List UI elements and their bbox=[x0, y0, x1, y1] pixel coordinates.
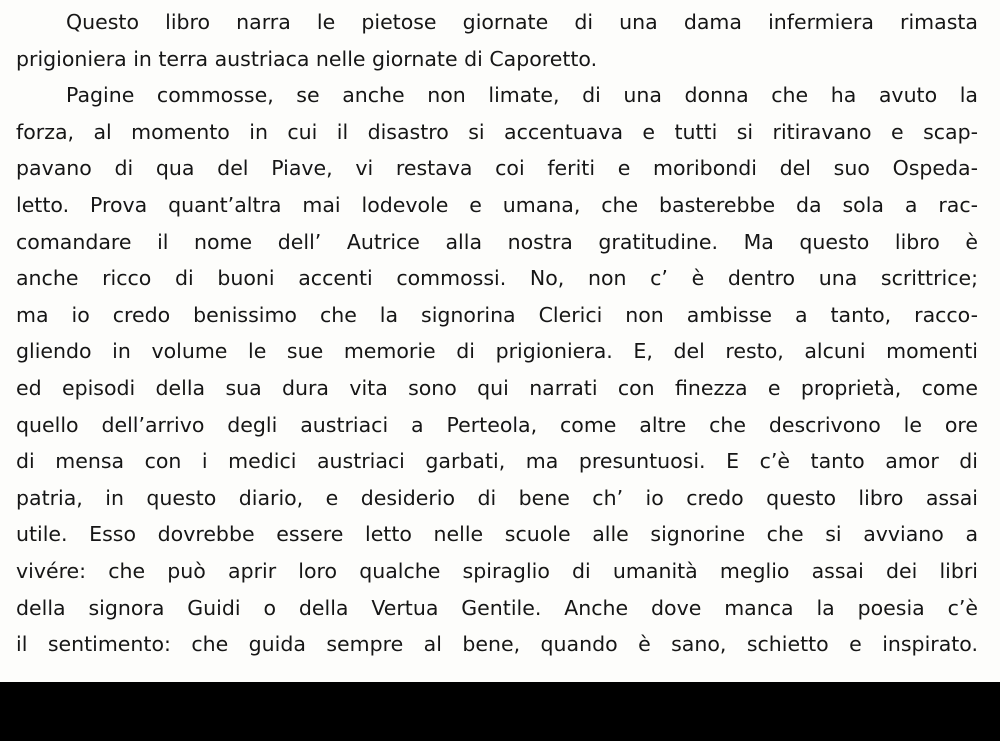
text-line: il sentimento: che guida sempre al bene, quando è sano, schietto e inspirato. bbox=[16, 632, 978, 657]
document-body bbox=[16, 4, 978, 663]
text-line: letto. Prova quant’altra mai lodevole e umana, che basterebbe da sola a rac- bbox=[16, 192, 978, 217]
text-line: Questo libro narra le pietose giornate di una dama infermiera rimasta bbox=[66, 10, 978, 34]
text-line: anche ricco di buoni accenti commossi. No, non c’ è dentro una scrittrice; bbox=[16, 266, 978, 291]
text-line: gliendo in volume le sue memorie di prigioniera. E, del resto, alcuni momenti bbox=[16, 339, 978, 364]
text-line: ed episodi della sua dura vita sono qui narrati con finezza e proprietà, come bbox=[16, 375, 978, 400]
text-line: della signora Guidi o della Vertua Gentile. Anche dove manca la poesia c’è bbox=[16, 595, 978, 620]
text-line: utile. Esso dovrebbe essere letto nelle scuole alle signorine che si avviano a bbox=[16, 522, 978, 547]
paragraph-2 bbox=[16, 77, 978, 663]
paragraph-1 bbox=[16, 4, 978, 77]
text-line: comandare il nome dell’ Autrice alla nostra gratitudine. Ma questo libro è bbox=[16, 229, 978, 254]
text-line: patria, in questo diario, e desiderio di bene ch’ io credo questo libro assai bbox=[16, 485, 978, 510]
text-line: vivére: che può aprir loro qualche spiraglio di umanità meglio assai dei libri bbox=[16, 558, 978, 583]
text-line: quello dell’arrivo degli austriaci a Perteola, come altre che descrivono le ore bbox=[16, 412, 978, 437]
text-line: forza, al momento in cui il disastro si accentuava e tutti si ritiravano e scap- bbox=[16, 119, 978, 144]
text-line: Pagine commosse, se anche non limate, di una donna che ha avuto la bbox=[66, 83, 978, 108]
text-line: pavano di qua del Piave, vi restava coi feriti e moribondi del suo Ospeda- bbox=[16, 156, 978, 181]
bottom-border bbox=[0, 682, 1000, 741]
text-line: ma io credo benissimo che la signorina Clerici non ambisse a tanto, racco- bbox=[16, 302, 978, 327]
text-line: prigioniera in terra austriaca nelle giornate di Caporetto. bbox=[16, 46, 598, 71]
text-line: di mensa con i medici austriaci garbati, ma presuntuosi. E c’è tanto amor di bbox=[16, 449, 978, 474]
